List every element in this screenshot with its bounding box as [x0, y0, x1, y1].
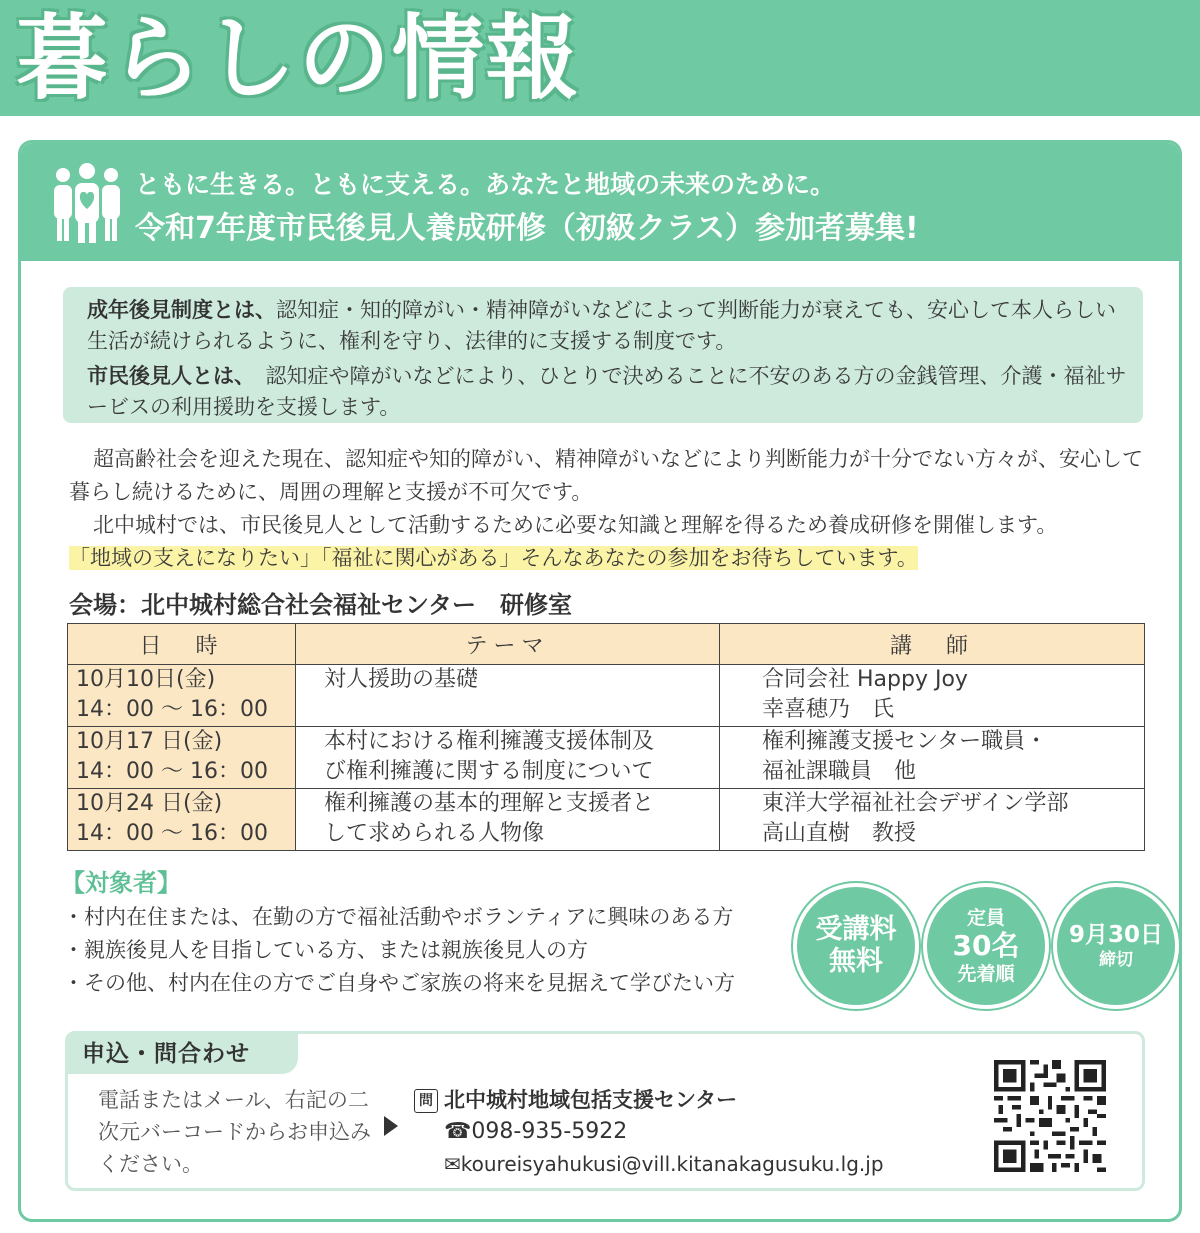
definition-box	[63, 287, 1143, 423]
apply-instructions: 電話またはメール、右記の二次元バーコードからお申込みください。	[98, 1088, 371, 1176]
badge-text: 無料	[829, 946, 883, 977]
email-address[interactable]: ✉koureisyahukusi@vill.kitanakagusuku.lg.jp	[444, 1152, 884, 1176]
notice-card	[18, 140, 1182, 1222]
time-text: 14：00 ～ 16：00	[76, 821, 268, 846]
schedule-table	[67, 623, 1145, 851]
theme-text: び権利擁護に関する制度について	[324, 759, 654, 784]
time-text: 14：00 ～ 16：00	[76, 697, 268, 722]
target-heading: 【対象者】	[61, 869, 181, 897]
phone-number[interactable]: ☎098-935-5922	[444, 1119, 628, 1144]
highlight-text: 「地域の支えになりたい」「福祉に関心がある」そんなあなたの参加をお待ちしています。	[69, 546, 918, 570]
header-title: 令和7年度市民後見人養成研修（初級クラス）参加者募集!	[135, 211, 919, 246]
lecturer-text: 東洋大学福祉社会デザイン学部	[762, 791, 1069, 816]
fee-badge	[793, 883, 919, 1009]
header-datetime: 日 時	[68, 624, 296, 665]
theme-text: して求められる人物像	[324, 821, 545, 846]
badge-text: 受講料	[815, 914, 897, 945]
badge-text: 定員	[966, 907, 1005, 929]
definition-adult-guardianship	[87, 295, 1129, 357]
time-text: 14：00 ～ 16：00	[76, 759, 268, 784]
badge-text: 30名	[952, 929, 1020, 962]
intro-paragraph: 超高齢社会を迎えた現在、認知症や知的障がい、精神障がいなどにより判断能力が十分でない方々が、安心して暮らし続けるために、周囲の理解と支援が不可欠です。	[69, 447, 1143, 504]
org-name: 北中城村地域包括支援センター	[444, 1088, 738, 1112]
capacity-badge	[923, 883, 1049, 1009]
intro-highlight	[69, 542, 1159, 575]
deadline-badge	[1053, 883, 1179, 1009]
definition-citizen-guardian	[87, 361, 1129, 423]
badge-text: 9月30日	[1068, 922, 1163, 948]
triangle-right-icon	[384, 1116, 398, 1136]
table-row	[68, 727, 1145, 789]
apply-tab: 申込・問合わせ	[68, 1034, 298, 1074]
theme-text: 権利擁護の基本的理解と支援者と	[324, 791, 655, 816]
inquiry-icon: 問	[414, 1089, 438, 1113]
header-tagline: ともに生きる。ともに支える。あなたと地域の未来のために。	[135, 170, 836, 199]
date-cell	[68, 789, 296, 851]
lecturer-cell	[720, 727, 1145, 789]
table-row	[68, 789, 1145, 851]
date-text: 10月17 日(金)	[76, 729, 223, 754]
banner-title: 暮らしの情報	[16, 5, 581, 112]
badge-text: 先着順	[957, 963, 1015, 985]
top-banner	[0, 0, 1200, 116]
theme-text: 対人援助の基礎	[324, 667, 479, 692]
header-theme: テーマ	[296, 624, 720, 665]
venue: 会場：北中城村総合社会福祉センター 研修室	[69, 591, 573, 619]
lecturer-text: 福祉課職員 他	[762, 759, 917, 784]
theme-cell	[296, 789, 720, 851]
card-header	[21, 143, 1179, 261]
date-text: 10月24 日(金)	[76, 791, 223, 816]
contact-info	[414, 1084, 884, 1180]
definition-term: 市民後見人とは、	[87, 364, 245, 388]
contact-org	[414, 1084, 884, 1116]
lecturer-text: 高山直樹 教授	[762, 821, 917, 846]
lecturer-text: 合同会社 Happy Joy	[762, 667, 968, 692]
definition-term: 成年後見制度とは、	[87, 298, 276, 322]
date-cell	[68, 665, 296, 727]
date-cell	[68, 727, 296, 789]
theme-cell	[296, 665, 720, 727]
lecturer-cell	[720, 789, 1145, 851]
lecturer-text: 権利擁護支援センター職員・	[762, 729, 1048, 754]
list-item: ・その他、村内在住の方でご自身やご家族の将来を見据えて学びたい方	[63, 971, 735, 995]
table-row	[68, 665, 1145, 727]
definition-text: 認知症・知的障がい・精神障がいなどによって判断能力が衰えても、安心して本人らしい生活が続けられるように、権利を守り、法律的に支援する制度です。	[87, 298, 1116, 353]
table-header-row	[68, 624, 1145, 665]
badge-text: 締切	[1099, 950, 1133, 970]
list-item: ・親族後見人を目指している方、または親族後見人の方	[63, 938, 588, 962]
lecturer-text: 幸喜穂乃 氏	[762, 697, 895, 722]
header-lecturer: 講 師	[720, 624, 1145, 665]
intro-paragraph: 北中城村では、市民後見人として活動するために必要な知識と理解を得るため養成研修を開催します。	[93, 513, 1058, 537]
target-list	[63, 901, 803, 1000]
date-text: 10月10日(金)	[76, 667, 216, 692]
lecturer-cell	[720, 665, 1145, 727]
qr-code-icon[interactable]	[994, 1060, 1106, 1172]
list-item: ・村内在住または、在勤の方で福祉活動やボランティアに興味のある方	[63, 905, 734, 929]
definition-text: 認知症や障がいなどにより、ひとりで決めることに不安のある方の金銭管理、介護・福祉サービスの利用援助を支援します。	[87, 364, 1127, 419]
people-heart-icon	[51, 161, 123, 243]
apply-box	[65, 1031, 1145, 1191]
theme-text: 本村における権利擁護支援体制及	[324, 729, 655, 754]
intro-text	[69, 443, 1159, 575]
theme-cell	[296, 727, 720, 789]
